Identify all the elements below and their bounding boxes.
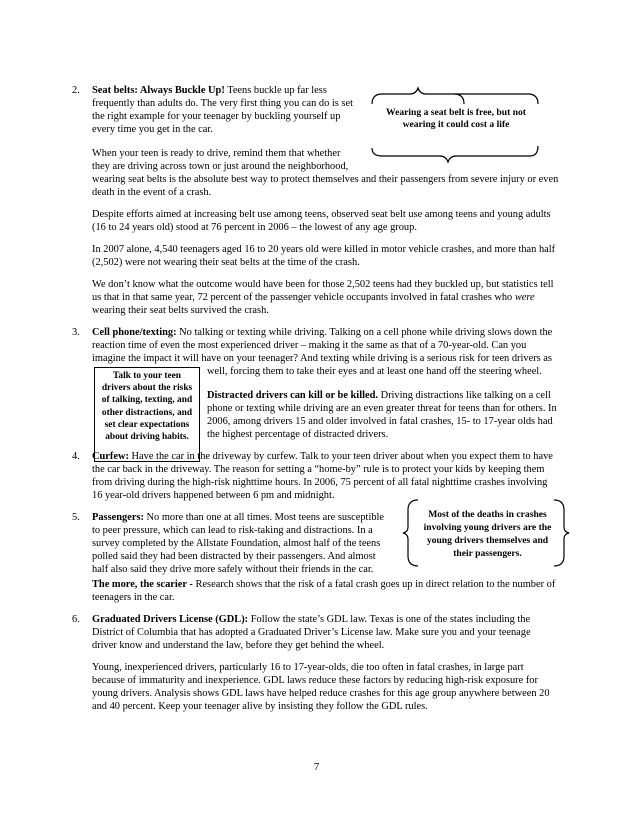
- item2-text: (16 to 24 years old) stood at 76 percent in 2006 – the lowest of any age group.: [92, 222, 417, 233]
- tip-line: about driving habits.: [105, 432, 189, 443]
- item6-heading: Graduated Drivers License (GDL):: [92, 614, 249, 625]
- item6-text: Young, inexperienced drivers, particularly 16 to 17-year-olds, die too often in fatal crashes, in large part: [92, 662, 524, 673]
- callout-line: involving young drivers are the: [423, 522, 552, 533]
- item2-text: death in the event of a crash.: [92, 187, 212, 198]
- item5-text: half also said they drive more safely without their friends in the car.: [92, 564, 374, 575]
- item5-subheading: The more, the scarier -: [92, 579, 193, 590]
- item2-text: wearing their seat belts survived the crash.: [92, 305, 269, 316]
- item-number: 4.: [72, 451, 80, 462]
- callout-line: Most of the deaths in crashes: [428, 509, 547, 520]
- item4-heading: Curfew:: [92, 451, 129, 462]
- passengers-callout: [410, 508, 565, 560]
- item3-text: No talking or texting while driving. Talking on a cell phone while driving slows down the: [176, 327, 553, 338]
- tip-line: other distractions, and: [101, 407, 193, 418]
- item5-text: survey completed by the Allstate Foundation, almost half of the teens: [92, 538, 381, 549]
- item-number: 6.: [72, 614, 80, 625]
- item3-text: Driving distractions like talking on a cell: [377, 390, 551, 401]
- item6-text: District of Columbia that has adopted a Graduated Driver’s License law. Make sure you and your teenage: [92, 627, 531, 638]
- tip-line: drivers about the risks: [101, 383, 193, 394]
- item2-text: wearing seat belts is the absolute best way to protect themselves and their passengers from severe injury or even: [92, 174, 559, 185]
- item3-line1: [92, 326, 552, 339]
- item2-text: they are driving across town or just around the neighborhood,: [92, 161, 349, 172]
- item5-text: polled said they had been distracted by their passengers. And almost: [92, 551, 376, 562]
- item6-text: driver know and understand the law, before they get behind the wheel.: [92, 640, 385, 651]
- item6-text: Follow the state’s GDL law. Texas is one of the states including the: [248, 614, 531, 625]
- callout-line: young drivers themselves and: [426, 535, 549, 546]
- item6-text: young drivers. Analysis shows GDL laws have helped reduce crashes for this age group anywhere between 20: [92, 688, 550, 699]
- seatbelt-callout: [374, 107, 538, 131]
- item2-text: Teens buckle up far less: [227, 85, 327, 96]
- item4-line1: [92, 450, 553, 463]
- item2-text: When your teen is ready to drive, remind them that whether: [92, 148, 341, 159]
- item5-text: to peer pressure, which can lead to risk-taking and distractions. In a: [92, 525, 373, 536]
- item5-text: No more than one at all times. Most teens are susceptible: [143, 512, 385, 523]
- item2-text: the right example for your teenager by buckling yourself up: [92, 111, 341, 122]
- item2-text: us that in that same year, 72 percent of the passenger vehicle occupants involved in fatal crashes who: [92, 292, 515, 303]
- item6-text: and 40 percent. Keep your teenager alive by insisting they follow the GDL rules.: [92, 701, 428, 712]
- emphasis-text: were: [514, 292, 535, 303]
- item3-para2-line1: [207, 389, 551, 402]
- item5-line1: [92, 511, 384, 524]
- item2-text: Despite efforts aimed at increasing belt use among teens, observed seat belt use among teens and young adults: [92, 209, 551, 220]
- page-number: 7: [314, 762, 320, 773]
- tip-line: set clear expectations: [104, 419, 190, 430]
- item4-text: 16 year-old drivers happened between 6 pm and midnight.: [92, 490, 335, 501]
- item3-text: well, forcing them to take their eyes and at least one hand off the steering wheel.: [207, 366, 542, 377]
- item3-text: reaction time of even the most experienced driver – making it the same as that of a 70-year-old. Can you: [92, 340, 527, 351]
- item2-text: every time you get in the car.: [92, 124, 213, 135]
- item2-text: In 2007 alone, 4,540 teenagers aged 16 to 20 years old were killed in motor vehicle crashes, and more than half: [92, 244, 556, 255]
- callout-line: wearing it could cost a life: [402, 119, 510, 130]
- tip-line: of talking, texting, and: [101, 395, 193, 406]
- item2-line1: [92, 84, 327, 97]
- callout-line: their passengers.: [453, 548, 522, 559]
- item5-para2-line1: [92, 578, 555, 591]
- item-number: 2.: [72, 85, 80, 96]
- item3-heading: Cell phone/texting:: [92, 327, 177, 338]
- item5-heading: Passengers:: [92, 512, 144, 523]
- tip-box: [94, 367, 200, 462]
- item3-text: the highest percentage of distracted drivers.: [207, 429, 389, 440]
- item4-text: from driving during the high-risk nighttime hours. In 2006, 75 percent of all fatal nighttime crashes involving: [92, 477, 548, 488]
- item4-text: the car back in the driveway. The reason for setting a “home-by” rule is to protect your kids by keeping them: [92, 464, 545, 475]
- item-number: 5.: [72, 512, 80, 523]
- item2-text: [92, 291, 535, 304]
- item3-text: 2006, among drivers 15 and older involved in fatal crashes, 15- to 17-year olds had: [207, 416, 553, 427]
- item6-text: because of immaturity and inexperience. GDL laws reduce these factors by reducing high-risk exposure for: [92, 675, 538, 686]
- item2-text: (2,502) were not wearing their seat belts at the time of the crash.: [92, 257, 360, 268]
- item3-text: imagine the impact it will have on your teenager? And texting while driving is a serious risk for teen drivers as: [92, 353, 552, 364]
- item5-text: teenagers in the car.: [92, 592, 175, 603]
- item-number: 3.: [72, 327, 80, 338]
- tip-line: Talk to your teen: [113, 371, 181, 381]
- item6-line1: [92, 613, 530, 626]
- item3-subheading: Distracted drivers can kill or be killed.: [207, 390, 378, 401]
- item4-text: Have the car in the driveway by curfew. Talk to your teen driver about when you expect them to have: [128, 451, 553, 462]
- item5-text: Research shows that the risk of a fatal crash goes up in direct relation to the number of: [192, 579, 556, 590]
- item2-text: We don’t know what the outcome would have been for those 2,502 teens had they buckled up, but statistics tell: [92, 279, 554, 290]
- item2-heading: Seat belts: Always Buckle Up!: [92, 85, 225, 96]
- callout-line: Wearing a seat belt is free, but not: [386, 107, 526, 118]
- item2-text: frequently than adults do. The very first thing you can do is set: [92, 98, 353, 109]
- item3-text: phone or texting while driving are an even greater threat for teens than for others. In: [207, 403, 557, 414]
